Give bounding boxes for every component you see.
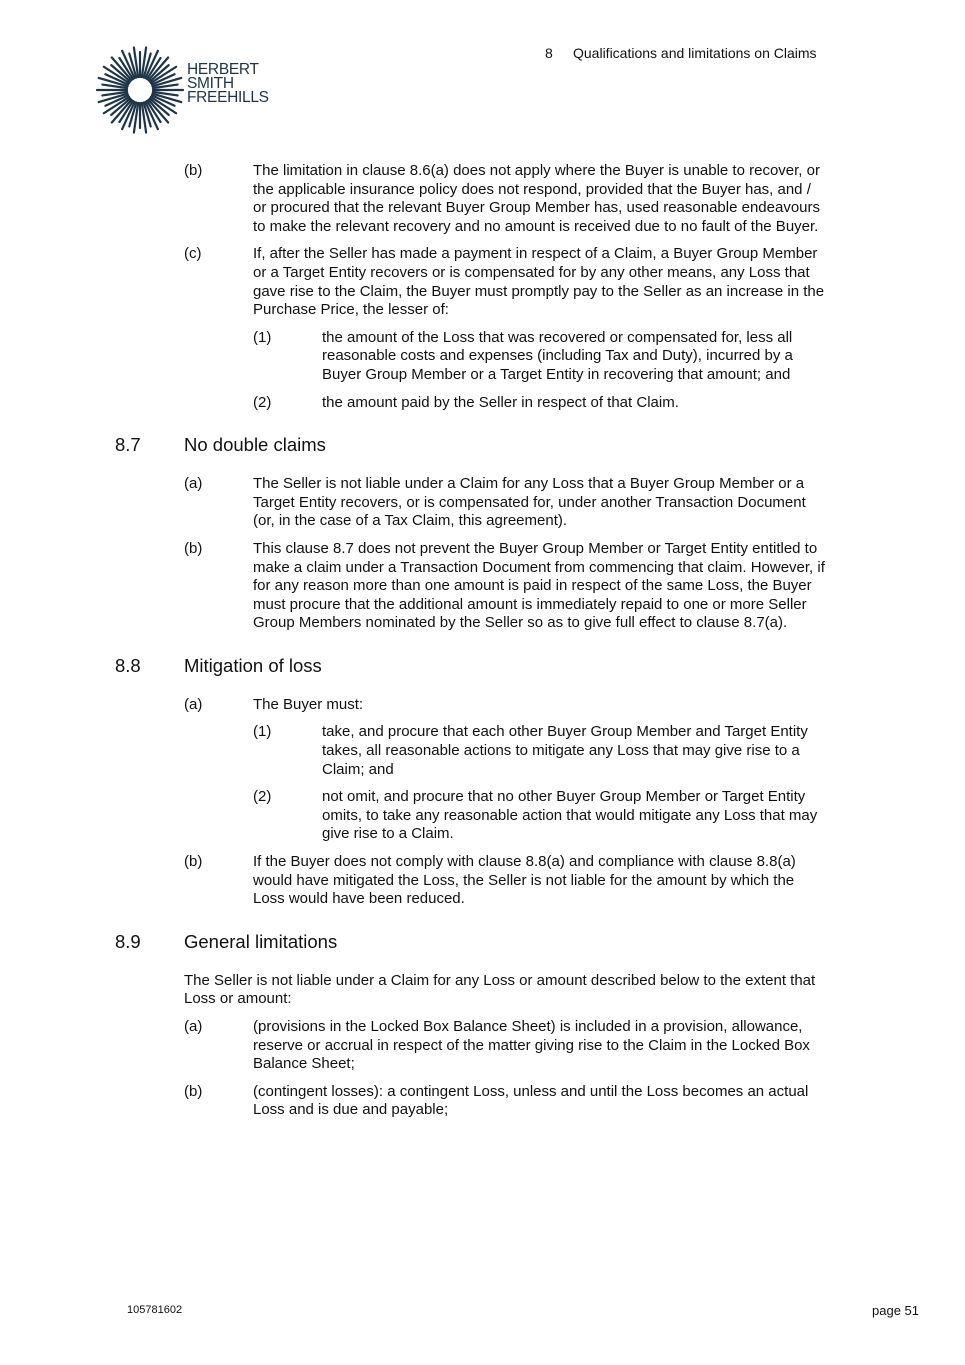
page-number: page 51	[872, 1303, 919, 1318]
section-title: Mitigation of loss	[184, 654, 322, 676]
clause-label: (b)	[184, 162, 203, 179]
section-number: 8.8	[115, 654, 141, 676]
subclause-label: (1)	[253, 328, 272, 346]
subclause-label: (1)	[253, 723, 272, 741]
clause-text: If the Buyer does not comply with clause 8.8(a) and compliance with clause 8.8(a) would have mitigated the Loss, the Seller is not liable for the amount by which the Loss would have been reduced.	[253, 853, 796, 908]
logo-text	[187, 63, 269, 105]
running-header	[545, 45, 817, 61]
logo-line-2: SMITH	[187, 75, 234, 92]
clause-label: (a)	[184, 1018, 203, 1035]
sunburst-logo-icon	[95, 45, 185, 135]
header-section-number: 8	[545, 45, 553, 61]
clause-8-8-a-2	[115, 788, 825, 844]
subclause-text: take, and procure that each other Buyer Group Member and Target Entity takes, all reasonable actions to mitigate any Loss that may give rise to a Claim; and	[322, 723, 808, 778]
clause-label: (b)	[184, 1082, 203, 1100]
clause-label: (b)	[184, 853, 203, 871]
clause-8-6-c-2	[115, 394, 825, 413]
firm-logo	[95, 45, 285, 135]
logo-line-1: HERBERT	[187, 61, 259, 78]
clause-8-7-b	[115, 540, 825, 633]
clause-8-8-a	[115, 696, 825, 715]
clause-text: The Seller is not liable under a Claim for any Loss that a Buyer Group Member or a Target Entity recovers, or is compensated for, under another Transaction Document (or, in the case of a Tax Claim, this agreement).	[253, 475, 806, 530]
section-number: 8.7	[115, 434, 141, 456]
subclause-label: (2)	[253, 788, 272, 806]
clause-text: This clause 8.7 does not prevent the Buyer Group Member or Target Entity entitled to make a claim under a Transaction Document from commencing that claim. However, if for any reason more than one amount is paid in respect of the same Loss, the Buyer must procure that the additional amount is immediately repaid to one or more Seller Group Members nominated by the Seller so as to give full effect to clause 8.7(a).	[253, 539, 825, 632]
section-title: No double claims	[184, 434, 326, 456]
document-body	[115, 162, 825, 1129]
clause-label: (a)	[184, 475, 203, 493]
section-number: 8.9	[115, 930, 141, 952]
clause-text: The limitation in clause 8.6(a) does not apply where the Buyer is unable to recover, or the applicable insurance policy does not respond, provided that the Buyer has, and / or procured that the relevant Buyer Group Member has, used reasonable endeavours to make the relevant recovery and no amount is received due to no fault of the Buyer.	[253, 162, 820, 235]
clause-label: (b)	[184, 539, 203, 557]
clause-text: The Buyer must:	[253, 695, 364, 713]
clause-text: If, after the Seller has made a payment in respect of a Claim, a Buyer Group Member or a Target Entity recovers or is compensated for by any other means, any Loss that gave rise to the Claim, the Buyer must promptly pay to the Seller as an increase in the Purchase Price, the lesser of:	[253, 245, 825, 319]
header-section-title: Qualifications and limitations on Claims	[573, 45, 817, 61]
clause-8-6-b	[115, 162, 825, 236]
clause-label: (c)	[184, 245, 202, 263]
section-intro: The Seller is not liable under a Claim for any Loss or amount described below to the extent that Loss or amount:	[184, 971, 816, 1008]
clause-8-8-a-1	[115, 723, 825, 779]
clause-8-9-b	[115, 1083, 825, 1120]
clause-8-9-a	[115, 1018, 825, 1074]
clause-8-6-c-1	[115, 329, 825, 385]
clause-8-6-c	[115, 245, 825, 319]
subclause-text: the amount paid by the Seller in respect of that Claim.	[322, 393, 679, 411]
clause-text: (provisions in the Locked Box Balance Sheet) is included in a provision, allowance, reserve or accrual in respect of the matter giving rise to the Claim in the Locked Box Balance Sheet;	[253, 1018, 810, 1073]
clause-8-7-a	[115, 475, 825, 531]
clause-8-8-b	[115, 853, 825, 909]
section-heading-8-7	[115, 434, 825, 456]
subclause-label: (2)	[253, 393, 272, 411]
subclause-text: not omit, and procure that no other Buyer Group Member or Target Entity omits, to take any reasonable action that would mitigate any Loss that may give rise to a Claim.	[322, 788, 818, 843]
document-id: 105781602	[127, 1304, 183, 1316]
section-heading-8-9	[115, 931, 825, 953]
section-title: General limitations	[184, 930, 338, 952]
subclause-text: the amount of the Loss that was recovered or compensated for, less all reasonable costs and expenses (including Tax and Duty), incurred by a Buyer Group Member or a Target Entity in recovering that amount; and	[322, 328, 793, 383]
logo-line-3: FREEHILLS	[187, 89, 269, 106]
clause-label: (a)	[184, 695, 203, 713]
clause-text: (contingent losses): a contingent Loss, unless and until the Loss becomes an actual Loss and is due and payable;	[253, 1082, 809, 1119]
section-heading-8-8	[115, 655, 825, 677]
